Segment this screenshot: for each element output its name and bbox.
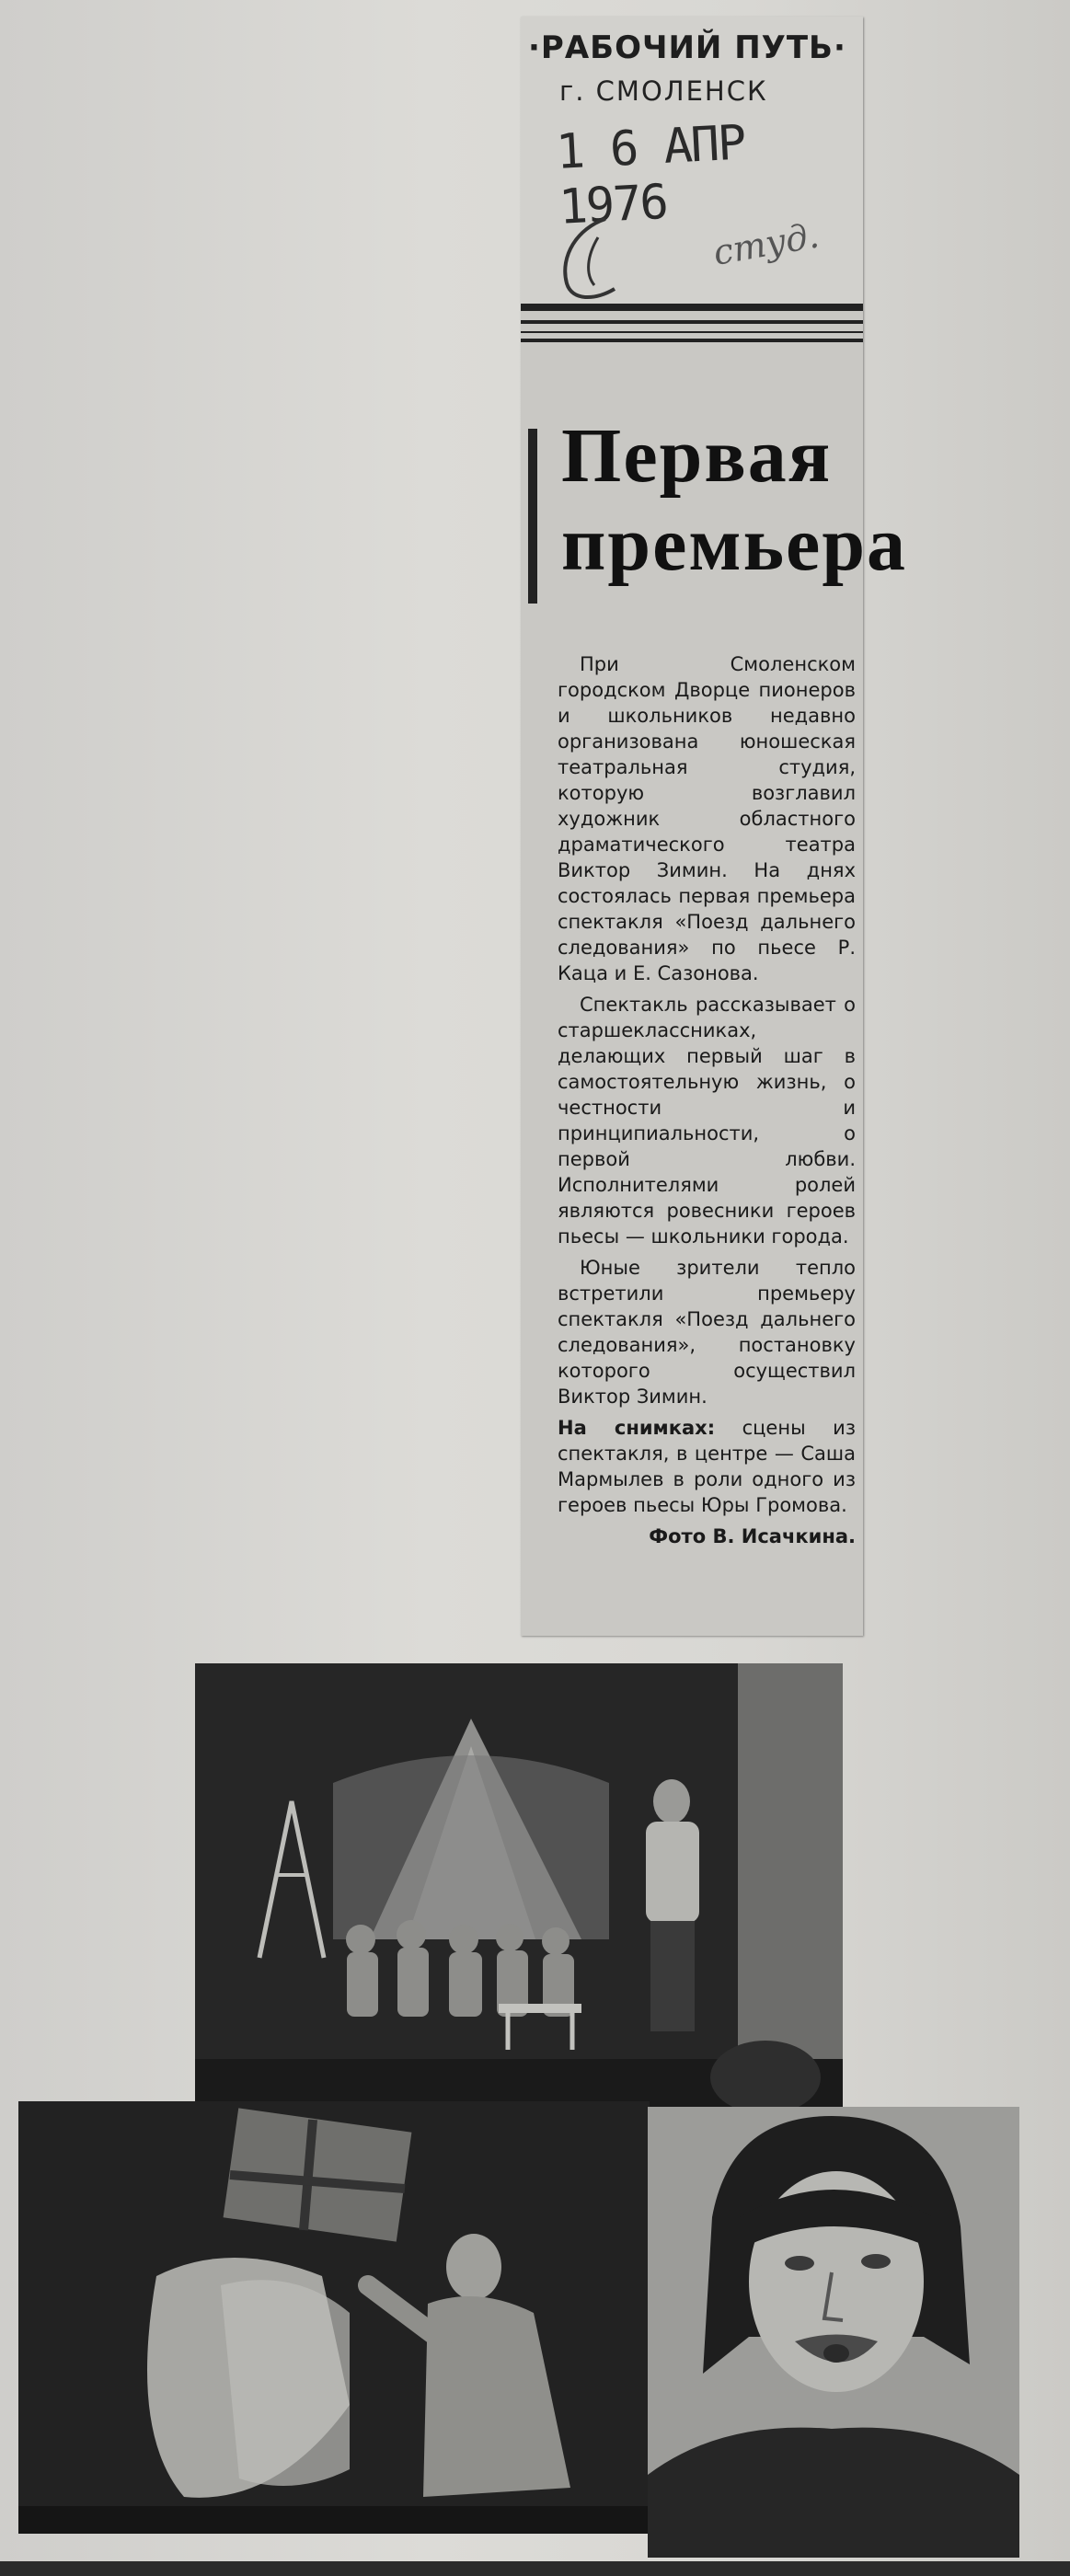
scene-photo-left [18, 2101, 650, 2534]
newspaper-name: ·РАБОЧИЙ ПУТЬ· [528, 29, 846, 66]
caption-label: На снимках: [558, 1417, 716, 1439]
headline-line-2: премьера [561, 501, 908, 587]
article-headline [561, 412, 908, 589]
stage-photo [195, 1663, 843, 2110]
article-paragraph-1: При Смоленском городском Дворце пионеров и школьников недавно организована юношеская театральная студия, которую возглавил художник областного драматического театра Виктор Зимин. На днях состоялась первая премьера спектакля «Поезд дальнего следования» по пьесе Р. Каца и Е. Сазонова. [558, 653, 856, 984]
photo-credit: Фото В. Исачкина. [649, 1525, 856, 1547]
date-stamp: 1 6 АПР 1976 [554, 115, 746, 236]
caption-text: сцены из спектакля, в центре — Саша Мармылев в роли одного из героев пьесы Юры Громова. [558, 1417, 856, 1516]
article-body [558, 651, 856, 1555]
headline-bar [528, 429, 537, 604]
scan-edge [0, 2561, 1070, 2576]
masthead-rules [521, 304, 863, 351]
handwritten-mark [541, 201, 854, 311]
handwritten-note: студ. [709, 214, 823, 273]
newspaper-city: г. СМОЛЕНСК [559, 75, 768, 107]
newspaper-clipping [521, 17, 908, 1636]
headline-line-1: Первая [561, 413, 833, 499]
article-paragraph-3: Юные зрители тепло встретили премьеру спектакля «Поезд дальнего следования», постановку которого осуществил Виктор Зимин. [558, 1257, 856, 1408]
masthead [521, 17, 863, 306]
photo-caption [558, 1415, 856, 1518]
article-paragraph-2: Спектакль рассказывает о старшеклассниках, делающих первый шаг в самостоятельную жизнь, о честности и принципиальности, о первой любви. Исполнителями ролей являются ровесники героев пьесы — школьники города. [558, 994, 856, 1248]
portrait-photo [648, 2107, 1019, 2558]
